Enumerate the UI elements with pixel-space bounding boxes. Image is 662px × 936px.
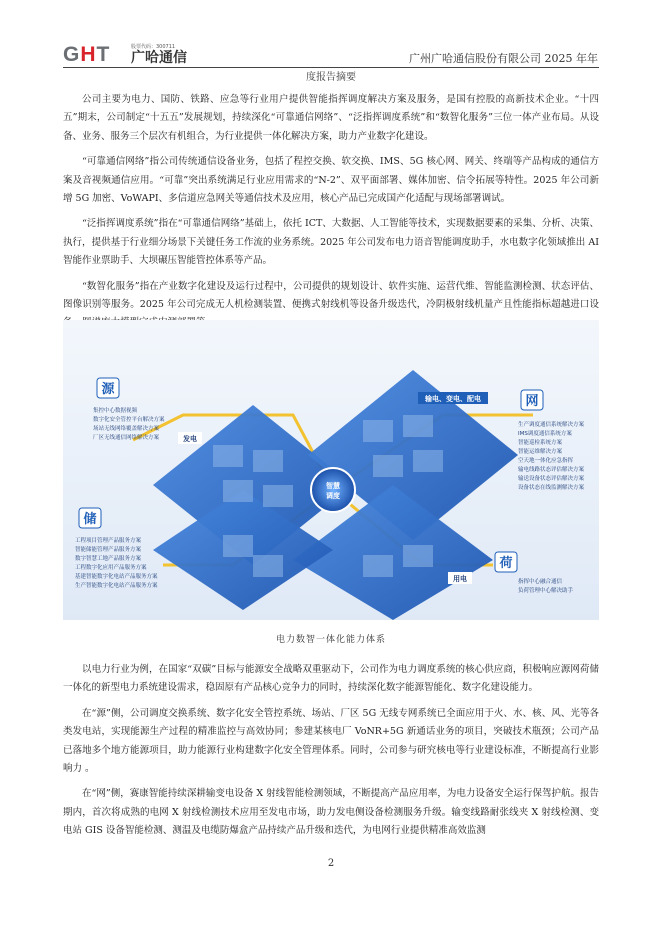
- hub-label-1: 智慧: [326, 482, 340, 490]
- svg-text:负荷管理中心解决助手: 负荷管理中心解决助手: [518, 588, 574, 594]
- paragraph: 以电力行业为例，在国家“双碳”目标与能源安全战略双重驱动下，公司作为电力调度系统的核心供应商，积极响应源网荷储一体化的新型电力系统建设需求，稳固原有产品核心竞争力的同时，持续深化数字能源智能化、数字化建设能力。: [63, 664, 599, 694]
- svg-text:厂区无线通信网络解决方案: 厂区无线通信网络解决方案: [93, 435, 160, 441]
- svg-text:智能巡检系统方案: 智能巡检系统方案: [518, 440, 563, 446]
- svg-text:荷: 荷: [499, 556, 513, 571]
- paragraph: “泛指挥调度系统”指在“可靠通信网络”基础上，依托 ICT、大数据、人工智能等技术，实现数据要素的采集、分析、决策、执行，提供基于行业细分场景下关键任务工作流的业务系统。2025 年公司发布电力语音智能调度助手，水电数字化领域推出 AI 智能作业票助手、大坝碾压智能管控体系等产品。: [63, 218, 599, 267]
- svg-text:输送设备状态评估解决方案: 输送设备状态评估解决方案: [518, 476, 585, 482]
- svg-text:智能运维解决方案: 智能运维解决方案: [518, 449, 563, 455]
- page-number: 2: [327, 858, 335, 869]
- paragraph: “数智化服务”指在产业数字化建设及运行过程中，公司提供的规划设计、软件实施、运营代维、智能监测检测、状态评估、图像识别等服务。2025 年公司完成无人机检测装置、便携式射线机等设备升级迭代，冷阴极射线机量产且性能指标超越进口设: [63, 280, 599, 311]
- svg-text:生产调度通信系统解决方案: 生产调度通信系统解决方案: [518, 422, 585, 428]
- body-text-bottom: [63, 661, 599, 848]
- logo-cn-name: 广哈通信: [131, 50, 187, 66]
- svg-text:智能储能管理产品服务方案: 智能储能管理产品服务方案: [75, 547, 142, 553]
- svg-text:数字化安全管控平台解决方案: 数字化安全管控平台解决方案: [93, 417, 165, 423]
- stock-code: 股票代码：300711: [131, 44, 176, 50]
- svg-text:网: 网: [525, 394, 539, 409]
- page-header: [0, 0, 662, 83]
- company-logo: [63, 44, 193, 66]
- hub-label-2: 调度: [326, 492, 340, 500]
- corner-storage: [79, 508, 101, 528]
- svg-text:工程数字化应用产品服务方案: 工程数字化应用产品服务方案: [75, 565, 147, 571]
- svg-text:工程项目管理产品服务方案: 工程项目管理产品服务方案: [75, 538, 142, 544]
- paragraph: 公司主要为电力、国防、铁路、应急等行业用户提供智能指挥调度解决方案及服务，是国有控股的高新技术企业。“十四五”期末，公司制定“十五五”发展规划，持续深化“可靠通信网络”、“泛指挥调度系统”和“数智化服务”三位一体产业布局。从设备、业务、服务三个层次有机组合，为行业提供一体化解决方案，助力产业数字化建设。: [63, 94, 599, 142]
- logo-mark: GHT: [63, 43, 111, 66]
- svg-text:空天地一体化应急指挥: 空天地一体化应急指挥: [518, 458, 574, 464]
- label-gen: 发电: [183, 435, 197, 443]
- svg-text:储: 储: [83, 512, 97, 527]
- svg-text:IMS调度通信系统方案: IMS调度通信系统方案: [518, 431, 572, 437]
- corner-source: [97, 378, 119, 398]
- svg-text:源: 源: [101, 382, 115, 397]
- svg-text:集控中心数据视频: 集控中心数据视频: [93, 408, 138, 414]
- svg-text:输电线路状态评估解决方案: 输电线路状态评估解决方案: [518, 467, 585, 473]
- svg-text:基建智能数字化电站产品服务方案: 基建智能数字化电站产品服务方案: [75, 574, 158, 580]
- label-use: 用电: [453, 575, 467, 583]
- hub-circle: [311, 468, 355, 512]
- paragraph: 在“网”侧，赛康智能持续深耕输变电设备 X 射线智能检测领域，不断提高产品应用率，为电力设备安全运行保驾护航。报告期内，首次将成熟的电网 X 射线检测技术应用至发电市场，助力发电侧设备检测服务升级。输变线路耐张线夹 X 射线检测、变电站 GIS 设备智能检测、测温及电缆防爆盒产品持续产品升级和迭代，为电网行业提供精准高效监测: [63, 788, 599, 837]
- corner-load: [495, 552, 517, 572]
- capability-diagram: [63, 320, 599, 620]
- svg-text:数字智慧工地产品服务方案: 数字智慧工地产品服务方案: [75, 556, 142, 562]
- header-doc-title: 度报告摘要: [306, 72, 356, 83]
- svg-text:设备状态在线监测解决方案: 设备状态在线监测解决方案: [518, 485, 585, 491]
- body-text-top: [63, 91, 599, 340]
- svg-text:生产智能数字化电站产品服务方案: 生产智能数字化电站产品服务方案: [75, 583, 158, 589]
- header-company: 广州广哈通信股份有限公司 2025 年年: [409, 52, 598, 65]
- svg-text:指挥中心融合通信: 指挥中心融合通信: [518, 579, 563, 585]
- corner-grid: [521, 390, 543, 410]
- svg-text:场站无线网络覆盖解决方案: 场站无线网络覆盖解决方案: [93, 426, 160, 432]
- paragraph: “可靠通信网络”指公司传统通信设备业务，包括了程控交换、软交换、IMS、5G 核心网、网关、终端等产品构成的通信方案及音视频通信应用。“可靠”突出系统满足行业应用需求的“N-2”、双平面部署、媒体加密、信令拓展等特性。2025 年公司新增 5G 加密、VoWAPI、多信道应急网关等通信技术及应用，核心产品已完成国产化适配与现场部署调试。: [63, 156, 599, 205]
- figure-caption: 电力数智一体化能力体系: [275, 635, 386, 645]
- label-tdd: 输电、变电、配电: [425, 395, 481, 403]
- paragraph: 在“源”侧，公司调度交换系统、数字化安全管控系统、场站、厂区 5G 无线专网系统已全面应用于火、水、核、风、光等各类发电站，实现能源生产过程的精准监控与高效协同；参建某核电厂 VoNR+5G 新通话业务的项目，突破技术瓶颈；公司产品已落地多个地方能源项目，助力能源行业构建数字化安全管理体系。同时，公司参与研究核电等行业建设标准，不断提高行业影响力 。: [63, 707, 599, 775]
